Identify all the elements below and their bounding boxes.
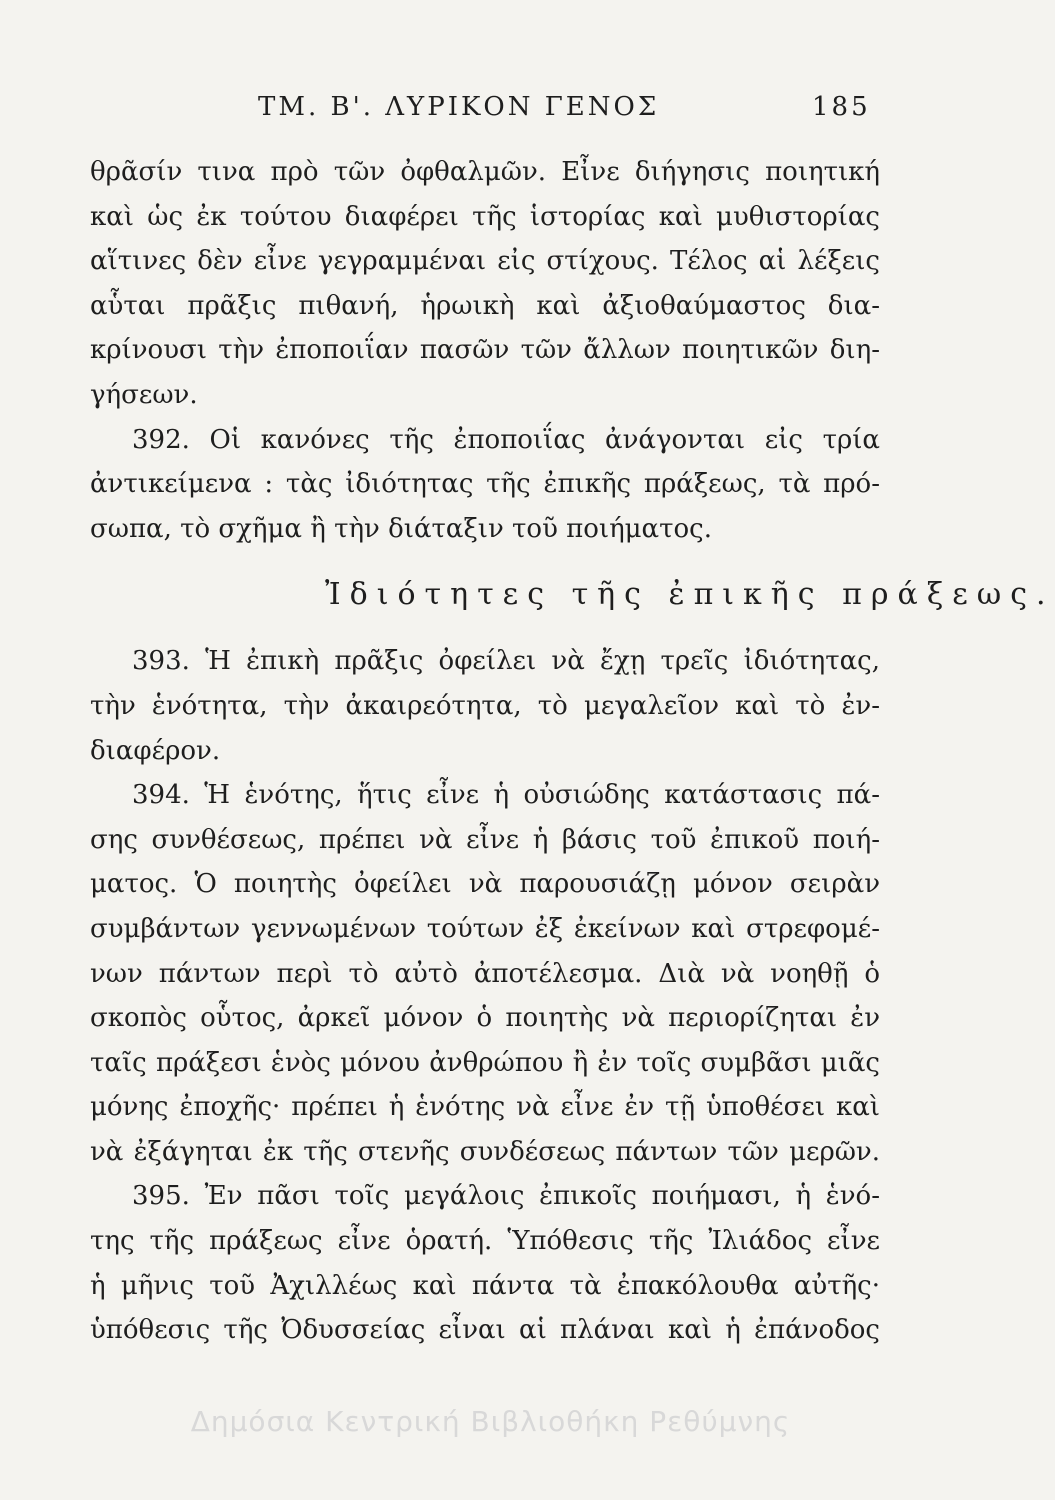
text-line: ματος. Ὁ ποιητὴς ὀφείλει νὰ παρουσιάζῃ μόνον σειρὰν	[90, 869, 880, 900]
paragraph-intro	[90, 150, 880, 418]
chapter-title: ΤΜ. Β'. ΛΥΡΙΚΟΝ ΓΕΝΟΣ	[258, 92, 660, 122]
text-line: της τῆς πράξεως εἶνε ὁρατή. Ὑπόθεσις τῆς Ἰλιάδος εἶνε	[90, 1226, 880, 1257]
text-line: καὶ ὡς ἐκ τούτου διαφέρει τῆς ἱστορίας καὶ μυθιστορίας	[90, 201, 880, 232]
text-line: διαφέρον.	[90, 735, 221, 766]
text-line: θρᾶσίν τινα πρὸ τῶν ὀφθαλμῶν. Εἶνε διήγησις ποιητική	[90, 157, 880, 187]
text-line: 395. Ἐν πᾶσι τοῖς μεγάλοις ἐπικοῖς ποιήμασι, ἡ ἑνό-	[132, 1181, 880, 1212]
text-line: αὗται πρᾶξις πιθανή, ἡρωικὴ καὶ ἀξιοθαύμαστος δια-	[90, 290, 880, 321]
body-text	[90, 150, 1055, 1353]
page-number: 185	[812, 92, 871, 122]
text-line: αἵτινες δὲν εἶνε γεγραμμέναι εἰς στίχους. Τέλος αἱ λέξεις	[90, 246, 880, 277]
text-line: μόνης ἐποχῆς· πρέπει ἡ ἑνότης νὰ εἶνε ἐν τῇ ὑποθέσει καὶ	[90, 1092, 880, 1123]
text-line: ἀντικείμενα : τὰς ἰδιότητας τῆς ἐπικῆς πράξεως, τὰ πρό-	[90, 469, 880, 500]
library-watermark: Δημόσια Κεντρική Βιβλιοθήκη Ρεθύμνης	[190, 1405, 791, 1438]
paragraph-395	[90, 1174, 880, 1352]
text-line: σωπα, τὸ σχῆμα ἢ τὴν διάταξιν τοῦ ποιήματος.	[90, 513, 712, 544]
paragraph-392	[90, 418, 880, 552]
text-line: ταῖς πράξεσι ἑνὸς μόνου ἀνθρώπου ἢ ἐν τοῖς συμβᾶσι μιᾶς	[90, 1047, 880, 1078]
text-line: τὴν ἑνότητα, τὴν ἀκαιρεότητα, τὸ μεγαλεῖον καὶ τὸ ἐν-	[90, 690, 880, 721]
text-line: συμβάντων γεννωμένων τούτων ἐξ ἐκείνων καὶ στρεφομέ-	[90, 913, 880, 944]
text-line: ἡ μῆνις τοῦ Ἀχιλλέως καὶ πάντα τὰ ἐπακόλουθα αὐτῆς·	[90, 1270, 880, 1301]
text-line: 394. Ἡ ἑνότης, ἥτις εἶνε ἡ οὐσιώδης κατάστασις πά-	[132, 780, 880, 811]
text-line: σκοπὸς οὗτος, ἀρκεῖ μόνον ὁ ποιητὴς νὰ περιορίζηται ἐν	[90, 1003, 880, 1034]
text-line: ὑπόθεσις τῆς Ὀδυσσείας εἶναι αἱ πλάναι καὶ ἡ ἐπάνοδος	[90, 1315, 880, 1346]
running-header	[0, 92, 981, 132]
text-line: 393. Ἡ ἐπικὴ πρᾶξις ὀφείλει νὰ ἔχῃ τρεῖς ἰδιότητας,	[132, 646, 880, 677]
text-line: νων πάντων περὶ τὸ αὐτὸ ἀποτέλεσμα. Διὰ νὰ νοηθῇ ὁ	[90, 958, 880, 989]
section-heading: Ἰδιότητες τῆς ἐπικῆς πράξεως.	[325, 577, 1055, 613]
paragraph-393	[90, 639, 880, 773]
text-line: σης συνθέσεως, πρέπει νὰ εἶνε ἡ βάσις τοῦ ἐπικοῦ ποιή-	[90, 824, 880, 855]
text-line: γήσεων.	[90, 379, 198, 410]
text-line: νὰ ἐξάγηται ἐκ τῆς στενῆς συνδέσεως πάντων τῶν μερῶν.	[90, 1136, 880, 1167]
text-line: 392. Οἱ κανόνες τῆς ἐποποιΐας ἀνάγονται εἰς τρία	[132, 424, 880, 455]
paragraph-394	[90, 773, 880, 1174]
text-line: κρίνουσι τὴν ἐποποιΐαν πασῶν τῶν ἄλλων ποιητικῶν διη-	[90, 335, 880, 366]
